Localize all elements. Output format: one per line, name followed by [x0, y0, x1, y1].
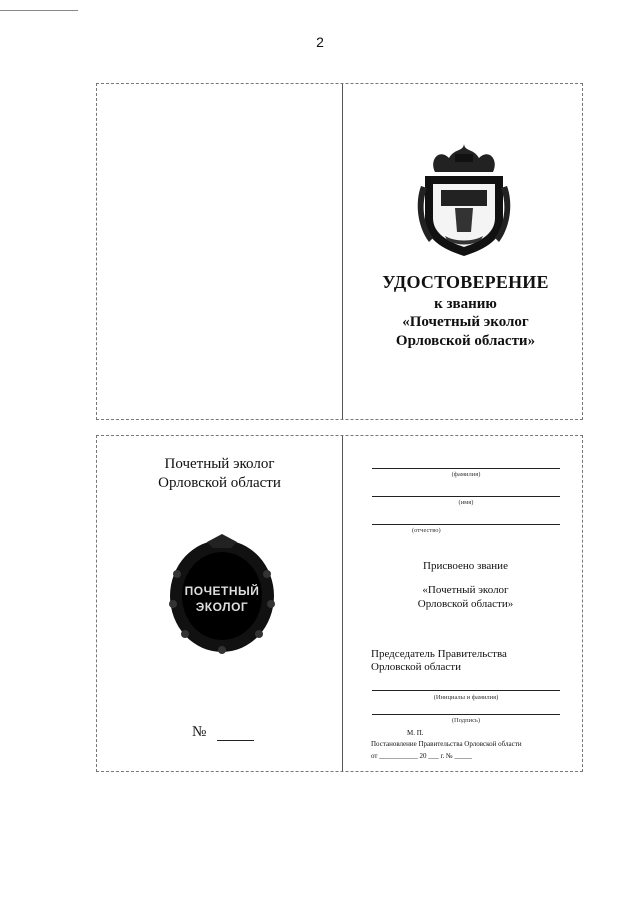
patronymic-line	[372, 524, 560, 525]
stamp-label: М. П.	[407, 729, 424, 737]
fold-line	[342, 436, 343, 771]
honor-badge	[167, 534, 277, 654]
badge-text-2: ЭКОЛОГ	[195, 600, 249, 614]
chair-line-2: Орловской области	[371, 661, 461, 673]
badge-text-1: ПОЧЕТНЫЙ	[184, 584, 260, 598]
award-line-1: «Почетный эколог	[422, 584, 509, 596]
fold-line	[342, 84, 343, 419]
cover-spread	[96, 83, 583, 420]
inner-title-line-2: Орловской области	[158, 475, 281, 491]
cover-line-3: Орловской области»	[395, 333, 536, 349]
caption-patronymic: (отчество)	[412, 527, 441, 534]
awarded-label: Присвоено звание	[423, 560, 508, 572]
caption-initials: (Инициалы и фамилия)	[433, 694, 499, 701]
signature-line	[372, 714, 560, 715]
name-line	[372, 496, 560, 497]
inner-title-line-1: Почетный эколог	[164, 456, 275, 472]
cover-title: УДОСТОВЕРЕНИЕ	[382, 272, 549, 292]
initials-line	[372, 690, 560, 691]
number-label: №	[192, 724, 207, 740]
caption-name: (имя)	[458, 499, 474, 506]
inner-spread	[96, 435, 583, 772]
coat-of-arms-icon	[415, 142, 513, 258]
number-line	[217, 740, 254, 741]
caption-surname: (фамилия)	[451, 471, 481, 478]
caption-signature: (Подпись)	[451, 717, 481, 724]
page-number: 2	[316, 34, 324, 50]
cover-line-1: к званию	[434, 296, 497, 312]
cover-line-2: «Почетный эколог	[402, 314, 529, 330]
award-line-2: Орловской области»	[417, 598, 514, 610]
chair-line-1: Председатель Правительства	[371, 648, 507, 660]
surname-line	[372, 468, 560, 469]
decree-date: от ___________ 20 ___ г. № _____	[371, 752, 472, 760]
top-rule	[0, 10, 78, 11]
decree-title: Постановление Правительства Орловской области	[371, 740, 522, 748]
